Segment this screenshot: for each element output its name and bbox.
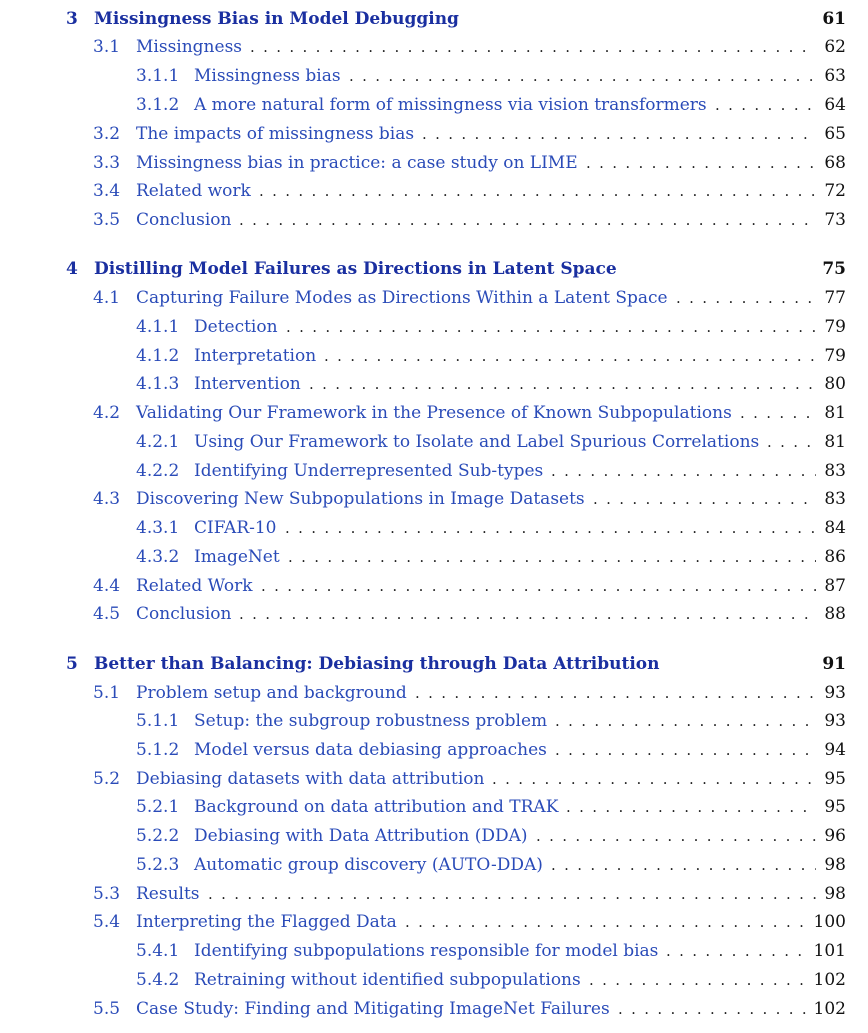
toc-title[interactable]: Identifying subpopulations responsible for model bias — [194, 941, 659, 961]
toc-title[interactable]: Related work — [136, 181, 251, 201]
toc-page-number: 91 — [822, 654, 846, 674]
toc-number: 5.2.1 — [136, 797, 180, 817]
toc-page-number: 83 — [824, 489, 846, 509]
toc-title[interactable]: The impacts of missingness bias — [136, 124, 415, 144]
toc-number: 5 — [66, 654, 78, 674]
toc-number: 3.4 — [93, 181, 121, 201]
toc-page-number: 65 — [824, 124, 846, 144]
toc-number: 5.2.3 — [136, 855, 180, 875]
toc-title[interactable]: Related Work — [136, 576, 253, 596]
toc-number: 4.4 — [93, 576, 121, 596]
toc-leader-dots — [208, 881, 816, 907]
toc-title[interactable]: Retraining without identified subpopulations — [194, 970, 581, 990]
toc-title[interactable]: Model versus data debiasing approaches — [194, 740, 547, 760]
toc-title[interactable]: Background on data attribution and TRAK — [194, 797, 559, 817]
toc-leader-dots — [767, 429, 816, 455]
toc-title[interactable]: ImageNet — [194, 547, 280, 567]
toc-number: 4.1.3 — [136, 374, 180, 394]
toc-page-number: 68 — [824, 153, 846, 173]
toc-chapter-entry[interactable] — [0, 256, 868, 282]
toc-number: 5.2 — [93, 769, 121, 789]
toc-number: 3.2 — [93, 124, 121, 144]
toc-section-entry[interactable] — [0, 881, 868, 907]
toc-leader-dots — [415, 680, 816, 706]
toc-page-number: 86 — [824, 547, 846, 567]
toc-title[interactable]: Missingness bias — [194, 66, 341, 86]
toc-page-number: 81 — [824, 403, 846, 423]
toc-leader-dots — [239, 207, 816, 233]
toc-leader-dots — [261, 573, 816, 599]
toc-number: 4 — [66, 259, 78, 279]
toc-number: 4.3 — [93, 489, 121, 509]
toc-section-entry[interactable] — [0, 601, 868, 627]
toc-leader-dots — [740, 400, 816, 426]
toc-section-entry[interactable] — [0, 150, 868, 176]
toc-leader-dots — [286, 314, 816, 340]
toc-subsection-entry[interactable] — [0, 544, 868, 570]
toc-title[interactable]: Using Our Framework to Isolate and Label Spurious Correlations — [194, 432, 760, 452]
toc-leader-dots — [259, 178, 816, 204]
toc-leader-dots — [536, 823, 816, 849]
toc-leader-dots — [676, 285, 816, 311]
toc-subsection-entry[interactable] — [0, 967, 868, 993]
toc-title[interactable]: A more natural form of missingness via vision transformers — [194, 95, 707, 115]
toc-page-number: 98 — [824, 855, 846, 875]
toc-title[interactable]: Validating Our Framework in the Presence of Known Subpopulations — [136, 403, 732, 423]
toc-number: 5.3 — [93, 884, 121, 904]
toc-title[interactable]: Interpreting the Flagged Data — [136, 912, 397, 932]
toc-leader-dots — [551, 852, 816, 878]
toc-number: 4.2.1 — [136, 432, 180, 452]
toc-page-number: 62 — [824, 37, 846, 57]
toc-section-entry[interactable] — [0, 400, 868, 426]
toc-number: 4.3.2 — [136, 547, 180, 567]
toc-page-number: 95 — [824, 797, 846, 817]
toc-title[interactable]: Missingness bias in practice: a case study on LIME — [136, 153, 578, 173]
toc-subsection-entry[interactable] — [0, 343, 868, 369]
toc-page-number: 98 — [824, 884, 846, 904]
toc-subsection-entry[interactable] — [0, 794, 868, 820]
toc-leader-dots — [405, 909, 806, 935]
toc-subsection-entry[interactable] — [0, 852, 868, 878]
toc-page-number: 64 — [824, 95, 846, 115]
toc-page-number: 80 — [824, 374, 846, 394]
toc-title[interactable]: Conclusion — [136, 604, 232, 624]
toc-title[interactable]: Debiasing with Data Attribution (DDA) — [194, 826, 528, 846]
toc-number: 3.1.2 — [136, 95, 180, 115]
toc-page-number: 79 — [824, 317, 846, 337]
toc-title[interactable]: Missingness Bias in Model Debugging — [94, 9, 459, 29]
toc-section-entry[interactable] — [0, 996, 868, 1022]
toc-page-number: 101 — [813, 941, 846, 961]
toc-leader-dots — [324, 343, 816, 369]
toc-subsection-entry[interactable] — [0, 371, 868, 397]
toc-number: 3 — [66, 9, 78, 29]
toc-number: 5.5 — [93, 999, 121, 1019]
toc-leader-dots — [586, 150, 816, 176]
toc-page-number: 77 — [824, 288, 846, 308]
toc-section-entry[interactable] — [0, 121, 868, 147]
toc-title[interactable]: Identifying Underrepresented Sub-types — [194, 461, 544, 481]
toc-leader-dots — [589, 967, 806, 993]
toc-number: 5.1 — [93, 683, 121, 703]
toc-title[interactable]: Better than Balancing: Debiasing through Data Attribution — [94, 654, 660, 674]
toc-title[interactable]: Intervention — [194, 374, 301, 394]
toc-title[interactable]: Distilling Model Failures as Directions in Latent Space — [94, 259, 617, 279]
toc-subsection-entry[interactable] — [0, 515, 868, 541]
toc-section-entry[interactable] — [0, 207, 868, 233]
toc-chapter-entry[interactable] — [0, 6, 868, 32]
toc-subsection-entry[interactable] — [0, 823, 868, 849]
toc-number: 5.4.2 — [136, 970, 180, 990]
toc-number: 3.5 — [93, 210, 121, 230]
toc-page-number: 75 — [822, 259, 846, 279]
toc-title[interactable]: Automatic group discovery (AUTO-DDA) — [194, 855, 543, 875]
toc-subsection-entry[interactable] — [0, 458, 868, 484]
toc-page-number: 100 — [813, 912, 846, 932]
toc-page-number: 73 — [824, 210, 846, 230]
toc-page-number: 79 — [824, 346, 846, 366]
toc-leader-dots — [566, 794, 816, 820]
toc-section-entry[interactable] — [0, 680, 868, 706]
toc-subsection-entry[interactable] — [0, 429, 868, 455]
toc-leader-dots — [492, 766, 816, 792]
toc-leader-dots — [593, 486, 816, 512]
toc-title[interactable]: Missingness — [136, 37, 243, 57]
toc-section-entry[interactable] — [0, 34, 868, 60]
toc-title[interactable]: Results — [136, 884, 200, 904]
toc-number: 4.5 — [93, 604, 121, 624]
toc-page-number: 93 — [824, 683, 846, 703]
toc-number: 4.1 — [93, 288, 121, 308]
toc-section-entry[interactable] — [0, 766, 868, 792]
toc-subsection-entry[interactable] — [0, 938, 868, 964]
toc-leader-dots — [555, 737, 816, 763]
toc-number: 4.3.1 — [136, 518, 180, 538]
toc-section-entry[interactable] — [0, 573, 868, 599]
toc-leader-dots — [349, 63, 816, 89]
toc-section-entry[interactable] — [0, 909, 868, 935]
toc-title[interactable]: Capturing Failure Modes as Directions Within a Latent Space — [136, 288, 668, 308]
toc-leader-dots — [285, 515, 816, 541]
toc-number: 4.1.1 — [136, 317, 180, 337]
toc-subsection-entry[interactable] — [0, 92, 868, 118]
toc-page-number: 81 — [824, 432, 846, 452]
toc-page-number: 102 — [813, 970, 846, 990]
toc-leader-dots — [618, 996, 806, 1022]
toc-leader-dots — [666, 938, 806, 964]
toc-leader-dots — [715, 92, 816, 118]
toc-title[interactable]: Case Study: Finding and Mitigating ImageNet Failures — [136, 999, 610, 1019]
toc-subsection-entry[interactable] — [0, 708, 868, 734]
toc-section-entry[interactable] — [0, 285, 868, 311]
toc-subsection-entry[interactable] — [0, 314, 868, 340]
toc-leader-dots — [555, 708, 816, 734]
toc-page-number: 102 — [813, 999, 846, 1019]
toc-page-number: 93 — [824, 711, 846, 731]
toc-subsection-entry[interactable] — [0, 63, 868, 89]
toc-title[interactable]: Conclusion — [136, 210, 232, 230]
toc-title[interactable]: Problem setup and background — [136, 683, 407, 703]
toc-subsection-entry[interactable] — [0, 737, 868, 763]
toc-title[interactable]: Debiasing datasets with data attribution — [136, 769, 485, 789]
toc-leader-dots — [422, 121, 816, 147]
toc-page-number: 61 — [822, 9, 846, 29]
toc-number: 3.3 — [93, 153, 121, 173]
toc-page-number: 95 — [824, 769, 846, 789]
toc-number: 3.1.1 — [136, 66, 180, 86]
toc-leader-dots — [551, 458, 816, 484]
toc-number: 5.4 — [93, 912, 121, 932]
toc-page-number: 88 — [824, 604, 846, 624]
toc-number: 5.4.1 — [136, 941, 180, 961]
toc-number: 5.1.1 — [136, 711, 180, 731]
toc-title[interactable]: Detection — [194, 317, 278, 337]
toc-section-entry[interactable] — [0, 486, 868, 512]
toc-page-number: 83 — [824, 461, 846, 481]
toc-title[interactable]: CIFAR-10 — [194, 518, 277, 538]
toc-section-entry[interactable] — [0, 178, 868, 204]
toc-number: 4.2.2 — [136, 461, 180, 481]
toc-title[interactable]: Discovering New Subpopulations in Image Datasets — [136, 489, 585, 509]
toc-leader-dots — [250, 34, 816, 60]
toc-number: 5.1.2 — [136, 740, 180, 760]
toc-title[interactable]: Interpretation — [194, 346, 317, 366]
toc-number: 4.2 — [93, 403, 121, 423]
toc-number: 5.2.2 — [136, 826, 180, 846]
toc-leader-dots — [288, 544, 816, 570]
toc-page-number: 63 — [824, 66, 846, 86]
toc-page-number: 84 — [824, 518, 846, 538]
toc-number: 3.1 — [93, 37, 121, 57]
toc-page-number: 96 — [824, 826, 846, 846]
toc-chapter-entry[interactable] — [0, 651, 868, 677]
toc-page-number: 94 — [824, 740, 846, 760]
toc-leader-dots — [239, 601, 816, 627]
toc-number: 4.1.2 — [136, 346, 180, 366]
toc-page-number: 87 — [824, 576, 846, 596]
toc-title[interactable]: Setup: the subgroup robustness problem — [194, 711, 548, 731]
toc-page-number: 72 — [824, 181, 846, 201]
toc-leader-dots — [309, 371, 816, 397]
